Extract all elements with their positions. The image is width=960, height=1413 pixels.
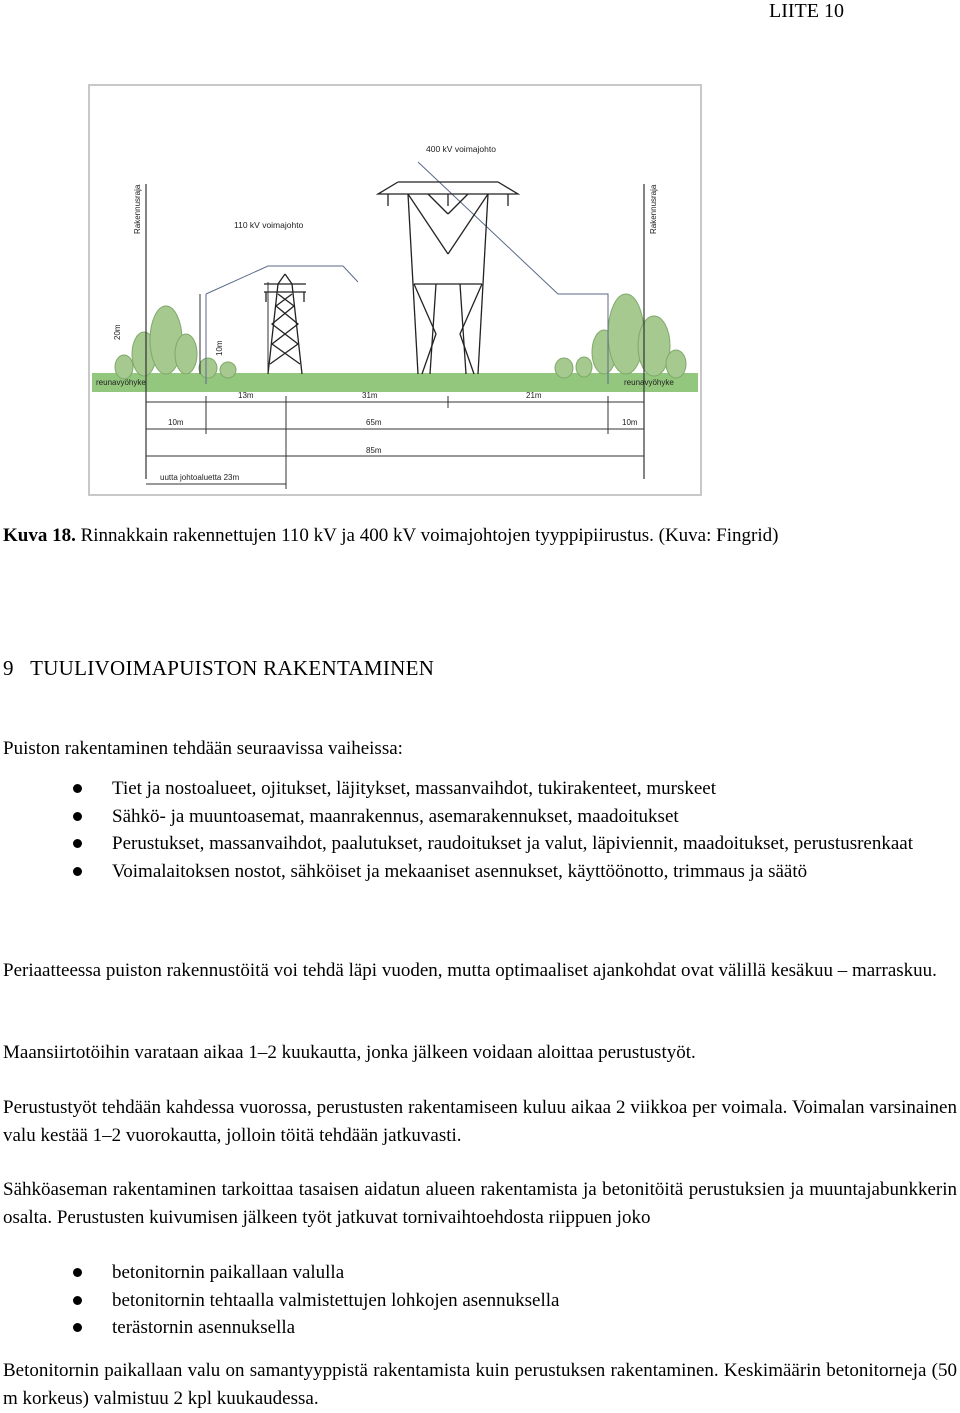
- power-line-cross-section-figure: [88, 84, 702, 496]
- label-10m-left: 10m: [168, 418, 184, 427]
- paragraph-concrete-tower: Betonitornin paikallaan valu on samantyyppistä rakentamista kuin perustuksen rakentaminen. Keskimäärin betonitorneja (50 m korkeus) valmistuu 2 kpl kuukaudessa.: [3, 1360, 957, 1409]
- label-21m: 21m: [526, 391, 542, 400]
- list-item: betonitornin paikallaan valulla: [0, 1259, 957, 1287]
- bullet-icon: [73, 1296, 82, 1305]
- list-item: Voimalaitoksen nostot, sähköiset ja mekaaniset asennukset, käyttöönotto, trimmaus ja säätö: [0, 858, 957, 886]
- bullet-icon: [73, 839, 82, 848]
- ground-strip: [92, 373, 698, 392]
- bullet-icon: [73, 1268, 82, 1277]
- paragraph-foundations: Perustustyöt tehdään kahdessa vuorossa, perustusten rakentamiseen kuluu aikaa 2 viikkoa per voimala. Voimalan varsinainen valu kestää 1–2 vuorokautta, jolloin töitä tehdään jatkuvasti.: [3, 1097, 957, 1146]
- label-rakennusraja-left: Rakennusraja: [133, 184, 142, 234]
- label-85m: 85m: [366, 446, 382, 455]
- paragraph-earthworks: Maansiirtotöihin varataan aikaa 1–2 kuukautta, jonka jälkeen voidaan aloittaa perustustyöt.: [3, 1042, 696, 1063]
- list-item: Tiet ja nostoalueet, ojitukset, läjitykset, massanvaihdot, tukirakenteet, murskeet: [0, 775, 957, 803]
- list-item: Perustukset, massanvaihdot, paalutukset, raudoitukset ja valut, läpiviennit, maadoitukset, perustusrenkaat: [0, 830, 957, 858]
- label-rakennusraja-right: Rakennusraja: [649, 184, 658, 234]
- list-item: terästornin asennuksella: [0, 1314, 957, 1342]
- label-31m: 31m: [362, 391, 378, 400]
- paragraph-substation: Sähköaseman rakentaminen tarkoittaa tasaisen aidatun alueen rakentamista ja betonitöitä perustuksien ja muuntajabunkkerin osalta. Perustusten kuivumisen jälkeen työt jatkuvat tornivaihtoehdosta riippuen joko: [3, 1179, 957, 1228]
- bullet-icon: [73, 1323, 82, 1332]
- label-400kv: 400 kV voimajohto: [426, 144, 496, 154]
- label-10m-right: 10m: [622, 418, 638, 427]
- phase-list: [0, 775, 957, 885]
- figure-caption: [3, 522, 958, 550]
- bullet-icon: [73, 784, 82, 793]
- bullet-icon: [73, 812, 82, 821]
- label-reunavyohyke-left: reunavyöhyke: [96, 378, 146, 387]
- bullet-icon: [73, 867, 82, 876]
- section-heading: 9 TUULIVOIMAPUISTON RAKENTAMINEN: [3, 656, 435, 680]
- caption-label: Kuva 18.: [3, 525, 76, 546]
- list-item: Sähkö- ja muuntoasemat, maanrakennus, asemarakennukset, maadoitukset: [0, 803, 957, 831]
- paragraph-schedule: Periaatteessa puiston rakennustöitä voi tehdä läpi vuoden, mutta optimaaliset ajankohdat ovat välillä kesäkuu – marraskuu.: [3, 960, 937, 981]
- tower-options-list: [0, 1259, 957, 1342]
- label-110kv: 110 kV voimajohto: [234, 220, 304, 230]
- intro-paragraph: Puiston rakentaminen tehdään seuraavissa vaiheissa:: [3, 738, 403, 759]
- list-item: betonitornin tehtaalla valmistettujen lohkojen asennuksella: [0, 1287, 957, 1315]
- label-uusi-johtoalue: uutta johtoaluetta 23m: [160, 473, 240, 482]
- label-10m-height: 10m: [215, 340, 224, 356]
- label-20m: 20m: [113, 324, 122, 340]
- page-header-label: LIITE 10: [769, 0, 844, 22]
- label-65m: 65m: [366, 418, 382, 427]
- label-reunavyohyke-right: reunavyöhyke: [624, 378, 674, 387]
- caption-text: Rinnakkain rakennettujen 110 kV ja 400 kV voimajohtojen tyyppipiirustus. (Kuva: Fingrid): [75, 525, 779, 546]
- label-13m: 13m: [238, 391, 254, 400]
